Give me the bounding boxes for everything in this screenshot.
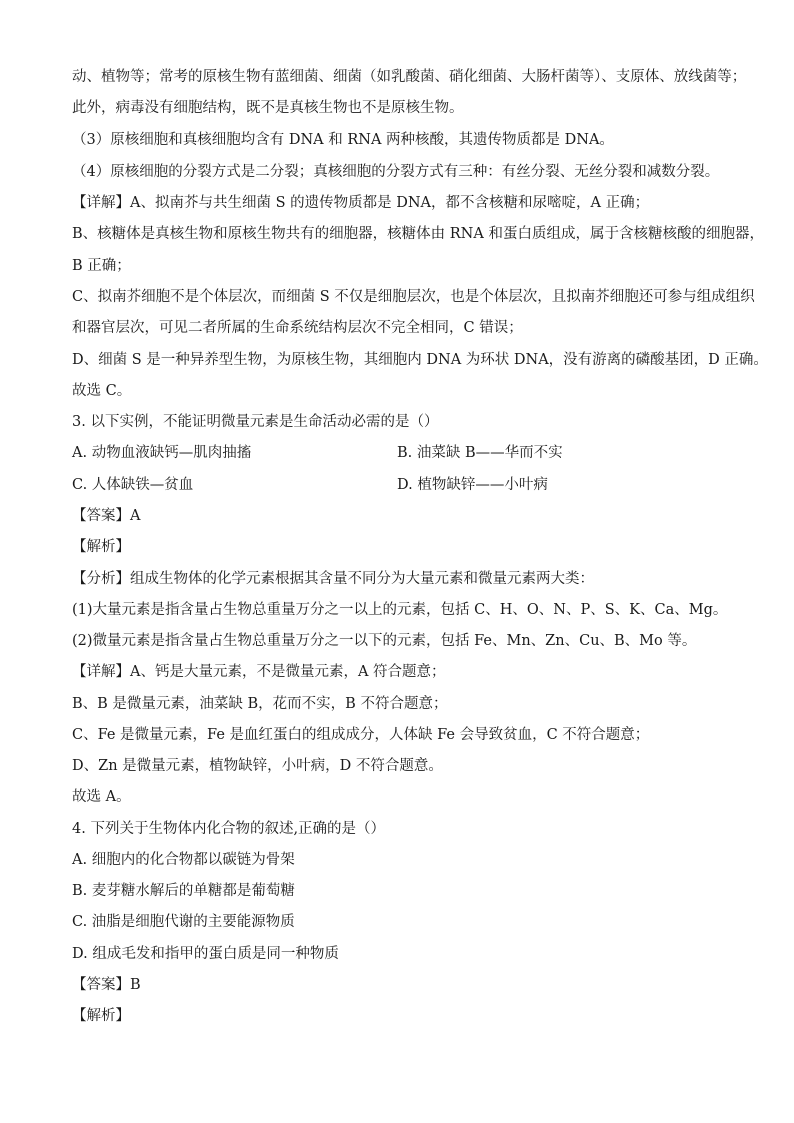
detail-heading-line: 【详解】A、钙是大量元素，不是微量元素，A 符合题意； <box>72 664 446 680</box>
text-line: （4）原核细胞的分裂方式是二分裂；真核细胞的分裂方式有三种：有丝分裂、无丝分裂和减数分裂。 <box>72 164 720 180</box>
text-line: 动、植物等；常考的原核生物有蓝细菌、细菌（如乳酸菌、硝化细菌、大肠杆菌等）、支原体、放线菌等； <box>72 69 747 85</box>
text-line: (1)大量元素是指含量占生物总重量万分之一以上的元素，包括 C、H、O、N、P、S、K、Ca、Mg。 <box>72 602 728 618</box>
text-line: (2)微量元素是指含量占生物总重量万分之一以下的元素，包括 Fe、Mn、Zn、Cu、B、Mo 等。 <box>72 633 697 649</box>
q4-option-d: D. 组成毛发和指甲的蛋白质是同一种物质 <box>72 946 339 962</box>
q4-option-b: B. 麦芽糖水解后的单糖都是葡萄糖 <box>72 883 295 899</box>
text-line: C、Fe 是微量元素，Fe 是血红蛋白的组成成分，人体缺 Fe 会导致贫血，C 不符合题意； <box>72 727 650 743</box>
text-line: B、B 是微量元素，油菜缺 B，花而不实，B 不符合题意； <box>72 696 448 712</box>
q3-option-c: C. 人体缺铁—贫血 <box>72 477 194 493</box>
question-4-stem: 4. 下列关于生物体内化合物的叙述,正确的是（） <box>72 821 386 837</box>
text-line: B、核糖体是真核生物和原核生物共有的细胞器，核糖体由 RNA 和蛋白质组成，属于含核糖核酸的细胞器， <box>72 226 764 242</box>
detail-heading-line: 【详解】A、拟南芥与共生细菌 S 的遗传物质都是 DNA，都不含核糖和尿嘧啶，A 正确； <box>72 195 650 211</box>
q3-option-b: B. 油菜缺 B——华而不实 <box>397 445 563 461</box>
question-3-stem: 3. 以下实例，不能证明微量元素是生命活动必需的是（） <box>72 414 439 430</box>
text-line: D、Zn 是微量元素，植物缺锌，小叶病，D 不符合题意。 <box>72 758 443 774</box>
text-line: 【分析】组成生物体的化学元素根据其含量不同分为大量元素和微量元素两大类： <box>72 571 594 587</box>
q3-option-d: D. 植物缺锌——小叶病 <box>397 477 548 493</box>
text-line: 此外，病毒没有细胞结构，既不是真核生物也不是原核生物。 <box>72 100 464 116</box>
text-line: C、拟南芥细胞不是个体层次，而细菌 S 不仅是细胞层次，也是个体层次，且拟南芥细胞还可参与组成组织 <box>72 289 755 305</box>
text-line: D、细菌 S 是一种异养型生物，为原核生物，其细胞内 DNA 为环状 DNA，没有游离的磷酸基团，D 正确。 <box>72 352 768 368</box>
q4-option-a: A. 细胞内的化合物都以碳链为骨架 <box>72 852 295 868</box>
text-line: 故选 C。 <box>72 383 132 399</box>
answer-line: 【答案】A <box>72 508 141 524</box>
answer-line: 【答案】B <box>72 977 141 993</box>
text-line: B 正确； <box>72 258 131 274</box>
text-line: 和器官层次，可见二者所属的生命系统结构层次不完全相同，C 错误； <box>72 320 523 336</box>
text-line: （3）原核细胞和真核细胞均含有 DNA 和 RNA 两种核酸，其遗传物质都是 DNA。 <box>72 132 614 148</box>
text-line: 故选 A。 <box>72 789 131 805</box>
q3-option-a: A. 动物血液缺钙—肌肉抽搐 <box>72 445 252 461</box>
analysis-heading: 【解析】 <box>72 539 130 555</box>
analysis-heading: 【解析】 <box>72 1008 130 1024</box>
q4-option-c: C. 油脂是细胞代谢的主要能源物质 <box>72 914 295 930</box>
